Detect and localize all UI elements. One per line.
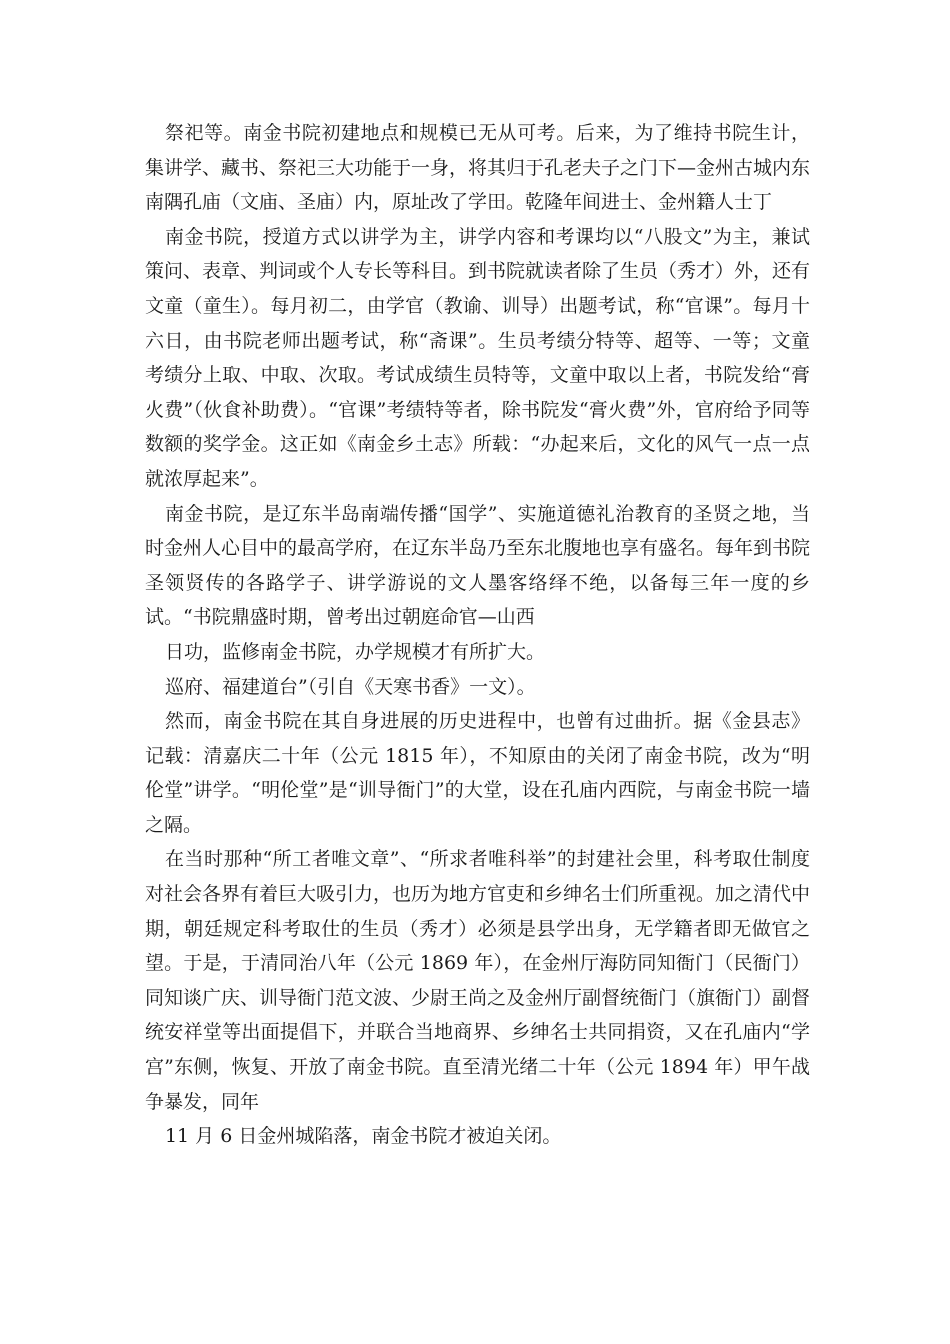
paragraph: 巡府、福建道台”（引自《天寒书香》一文）。 [164,675,536,698]
body-text [145,116,810,1154]
paragraph: 11 月 6 日金州城陷落，南金书院才被迫关闭。 [164,1125,562,1148]
paragraph: 日功，监修南金书院，办学规模才有所扩大。 [164,640,545,663]
paragraph: 然而，南金书院在其自身进展的历史进程中，也曾有过曲折。据《金县志》记载：清嘉庆二十年（公元 1815 年），不知原由的关闭了南金书院，改为“明伦堂”讲学。“明伦堂”是“训导衙门”的大堂，设在孔庙内西院，与南金书院一墙之隔。 [145,710,810,836]
paragraph: 在当时那种“所工者唯文章”、“所求者唯科举”的封建社会里，科考取仕制度对社会各界有着巨大吸引力，也历为地方官吏和乡绅名士们所重视。加之清代中期，朝廷规定科考取仕的生员（秀才）必须是县学出身，无学籍者即无做官之望。于是，于清同治八年（公元 1869 年），在金州厅海防同知衙门（民衙门）同知谈广庆、训导衙门范文波、少尉王尚之及金州厅副督统衙门（旗衙门）副督统安祥堂等出面提倡下，并联合当地商界、乡绅名士共同捐资，又在孔庙内“学宫”东侧，恢复、开放了南金书院。直至清光绪二十年（公元 1894 年）甲午战争暴发，同年 [145,848,811,1113]
paragraph: 南金书院，授道方式以讲学为主，讲学内容和考课均以“八股文”为主，兼试策问、表章、判词或个人专长等科目。到书院就读者除了生员（秀才）外，还有文童（童生）。每月初二，由学官（教谕、训导）出题考试，称“官课”。每月十六日，由书院老师出题考试，称“斋课”。生员考绩分特等、超等、一等；文童考绩分上取、中取、次取。考试成绩生员特等，文童中取以上者，书院发给“膏火费”（伙食补助费）。“官课”考绩特等者，除书院发“膏火费”外，官府给予同等数额的奖学金。这正如《南金乡土志》所载：“办起来后，文化的风气一点一点就浓厚起来”。 [145,225,811,490]
paragraph: 南金书院，是辽东半岛南端传播“国学”、实施道德礼治教育的圣贤之地，当时金州人心目中的最高学府，在辽东半岛乃至东北腹地也享有盛名。每年到书院圣领贤传的各路学子、讲学游说的文人墨客络绎不绝，以备每三年一度的乡试。“书院鼎盛时期，曾考出过朝庭命官—山西 [145,502,811,629]
paragraph: 祭祀等。南金书院初建地点和规模已无从可考。后来，为了维持书院生计，集讲学、藏书、祭祀三大功能于一身，将其归于孔老夫子之门下—金州古城内东南隅孔庙（文庙、圣庙）内，原址改了学田。乾隆年间进士、金州籍人士丁 [145,122,811,214]
